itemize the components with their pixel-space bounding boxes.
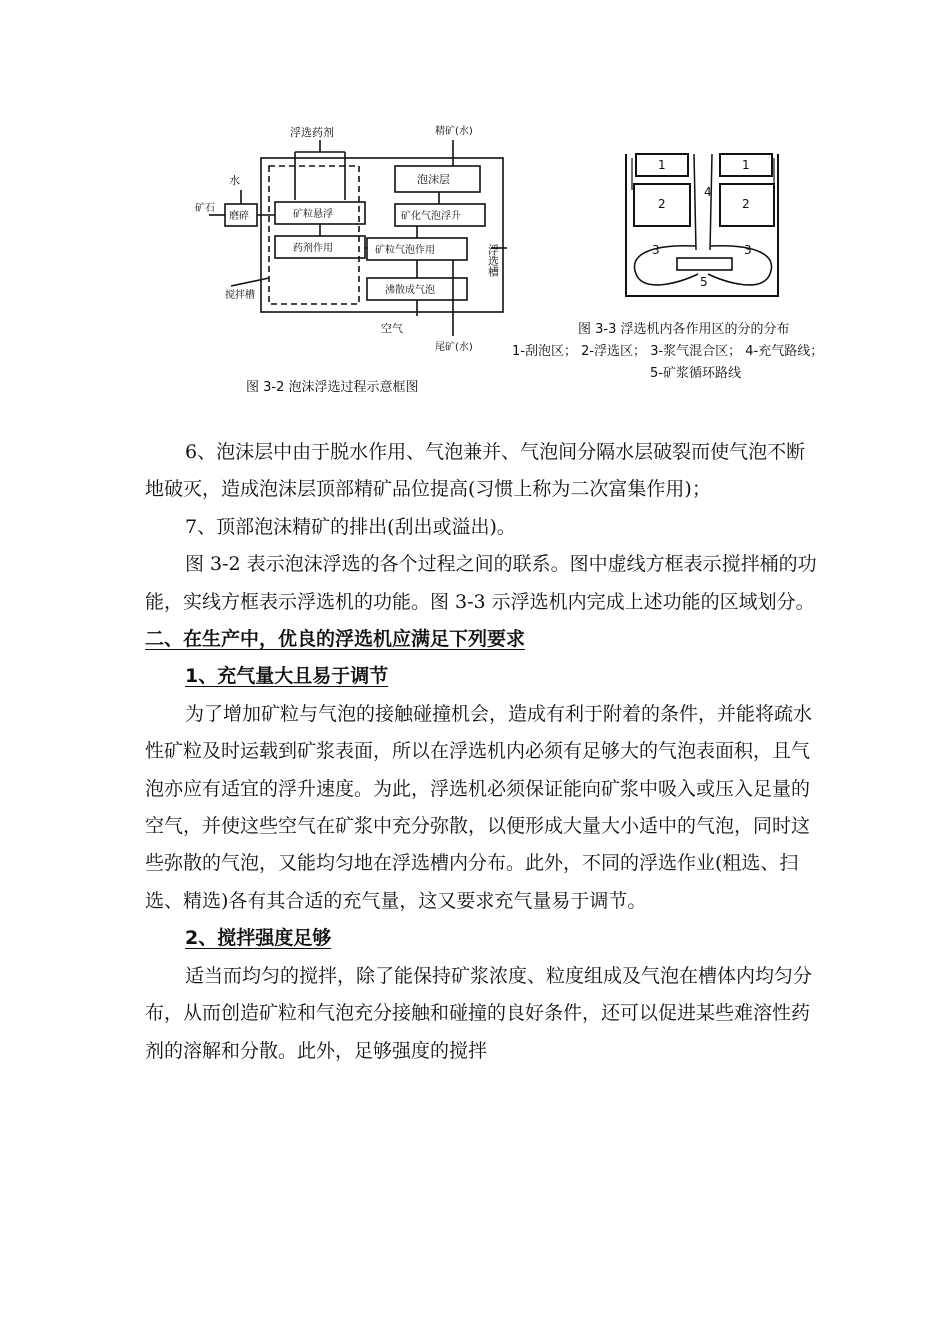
- flow-diagram-svg: [195, 118, 515, 358]
- figure-3-3-caption-line1: 1-刮泡区； 2-浮选区； 3-浆气混合区； 4-充气路线；: [512, 344, 824, 359]
- paragraph-figure-ref: 图 3-2 表示泡沫浮选的各个过程之间的联系。图中虚线方框表示搅拌桶的功能，实线方框表示浮选机的功能。图 3-3 示浮选机内完成上述功能的区域划分。: [145, 553, 817, 613]
- paragraph-1: 为了增加矿粒与气泡的接触碰撞机会，造成有利于附着的条件，并能将疏水性矿粒及时运载到矿浆表面，所以在浮选机内必须有足够大的气泡表面积，且气泡亦应有适宜的浮升速度。为此，浮选机必须保证能向矿浆中吸入或压入足量的空气，并使这些空气在矿浆中充分弥散，以便形成大量大小适中的气泡，同时这些弥散的气泡，又能均匀地在浮选槽内分布。此外，不同的浮选作业(粗选、扫选、精选)各有其合适的充气量，这又要求充气量易于调节。: [145, 702, 813, 912]
- label-reagent: 浮选药剂: [290, 126, 334, 139]
- label-reagent-act: 药剂作用: [293, 243, 333, 254]
- label-air: 空气: [381, 322, 403, 335]
- label-suspend: 矿粒悬浮: [293, 209, 333, 220]
- paragraph-6: 6、泡沫层中由于脱水作用、气泡兼并、气泡间分隔水层破裂而使气泡不断地破灭，造成泡沫层顶部精矿品位提高(习惯上称为二次富集作用)；: [145, 441, 806, 501]
- label-tail: 尾矿(水): [435, 342, 473, 353]
- subheading-2: 2、搅拌强度足够: [185, 927, 332, 950]
- zone-label-5: 5: [700, 275, 708, 289]
- label-ore: 矿石: [195, 203, 215, 214]
- label-particle-bubble: 矿粒气泡作用: [375, 245, 435, 256]
- zone-label-1b: 1: [742, 158, 750, 172]
- label-concentrate: 精矿(水): [435, 126, 473, 137]
- zone-label-2a: 2: [658, 197, 666, 211]
- body-text: [145, 434, 817, 1070]
- zone-label-3b: 3: [744, 243, 752, 257]
- label-tank: 搅拌槽: [225, 290, 255, 301]
- figure-3-3-zones-diagram: [622, 150, 782, 300]
- zone-label-1a: 1: [658, 158, 666, 172]
- label-machine: 浮选槽: [486, 244, 500, 277]
- label-water: 水: [229, 174, 240, 187]
- label-disperse: 沸散成气泡: [385, 285, 435, 296]
- zone-label-2b: 2: [742, 197, 750, 211]
- label-froth: 泡沫层: [417, 173, 450, 186]
- zone-label-3a: 3: [652, 243, 660, 257]
- figure-3-2-flow-diagram: [195, 118, 515, 358]
- label-rise: 矿化气泡浮升: [401, 211, 461, 222]
- label-grind: 磨碎: [229, 211, 249, 222]
- zones-svg: [622, 150, 782, 300]
- paragraph-7: 7、顶部泡沫精矿的排出(刮出或溢出)。: [185, 515, 516, 538]
- zone-label-4: 4: [704, 185, 712, 199]
- figure-3-3-caption-title: 图 3-3 浮选机内各作用区的分的分布: [578, 322, 790, 337]
- figure-3-3-caption-line2: 5-矿浆循环路线: [650, 366, 741, 381]
- paragraph-2: 适当而均匀的搅拌，除了能保持矿浆浓度、粒度组成及气泡在槽体内均匀分布，从而创造矿粒和气泡充分接触和碰撞的良好条件，还可以促进某些难溶性药剂的溶解和分散。此外，足够强度的搅拌: [145, 964, 813, 1062]
- figure-3-2-caption: 图 3-2 泡沫浮选过程示意框图: [246, 380, 419, 395]
- section-heading: 二、在生产中，优良的浮选机应满足下列要求: [145, 628, 526, 651]
- subheading-1: 1、充气量大且易于调节: [185, 665, 389, 688]
